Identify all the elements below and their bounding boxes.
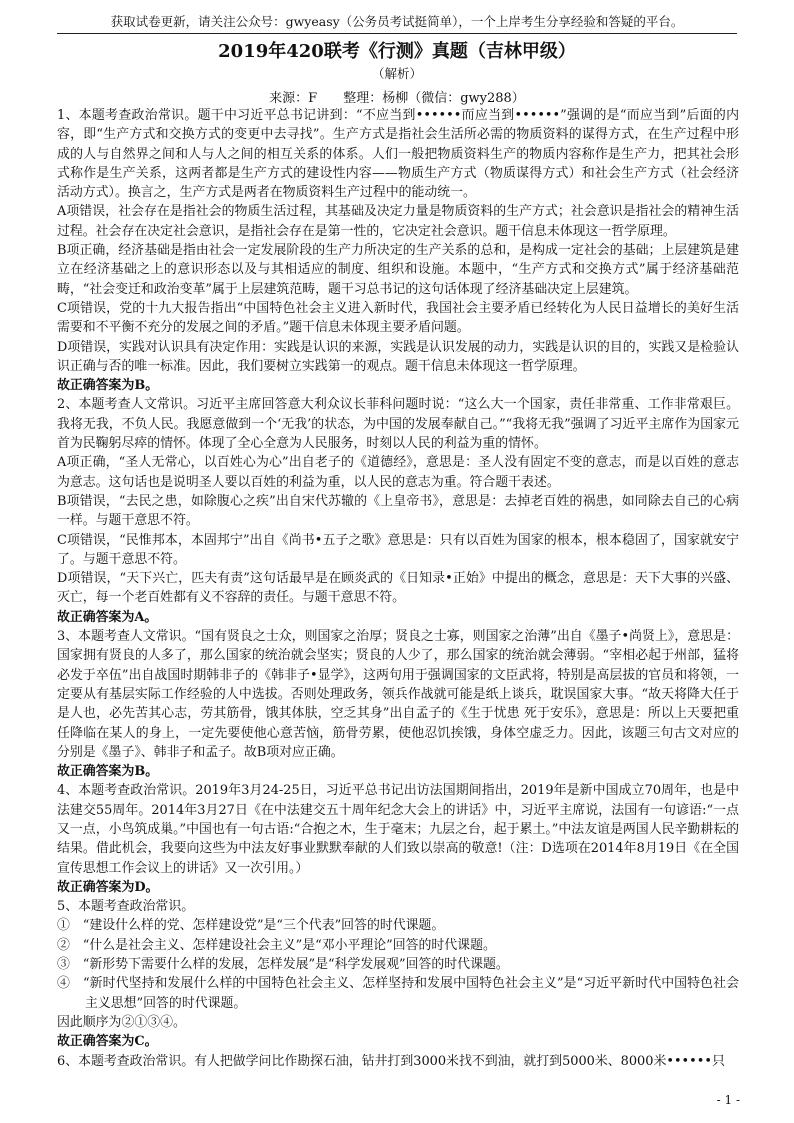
explanation-paragraph: C项错误，党的十九大报告指出“中国特色社会主义进入新时代，我国社会主要矛盾已经转化为人民日益增长的美好生活需要和不平衡不充分的发展之间的矛盾。”题干信息未体现主要矛盾问题。 <box>57 300 739 336</box>
explanation-paragraph: 5、本题考查政治常识。 <box>57 899 195 915</box>
explanation-paragraph: D项错误，实践对认识具有决定作用：实践是认识的来源，实践是认识发展的动力，实践是认识的目的，实践又是检验认识正确与否的唯一标准。因此，我们要树立实践第一的观点。题干信息未体现这一哲学原理。 <box>57 339 739 374</box>
document-subtitle: （解析） <box>371 66 422 81</box>
answer-line: 故正确答案为B。 <box>57 764 159 780</box>
document-body <box>57 106 739 1071</box>
answer-line: 故正确答案为A。 <box>57 609 158 625</box>
explanation-paragraph: D项错误，“天下兴亡，匹夫有责”这句话最早是在顾炎武的《日知录•正始》中提出的概念，意思是：天下大事的兴盛、灭亡，每一个老百姓都有义不容辞的责任。与题干意思不符。 <box>57 571 739 606</box>
enumerated-item: ② “什么是社会主义、怎样建设社会主义”是“邓小平理论”回答的时代课题。 <box>57 937 496 953</box>
answer-line: 故正确答案为D。 <box>57 879 159 895</box>
enumerated-item: ④ “新时代坚持和发展什么样的中国特色社会主义、怎样坚持和发展中国特色社会主义”是“习近平新时代中国特色社会主义思想”回答的时代课题。 <box>57 976 739 1011</box>
explanation-paragraph: 3、本题考查人文常识。“国有贤良之士众，则国家之治厚；贤良之士寡，则国家之治薄”出自《墨子•尚贤上》，意思是：国家拥有贤良的人多了，那么国家的统治就会坚实；贤良的人少了，那么国家的统治就会薄弱。“宰相必起于州部，猛将必发于卒伍”出自战国时期韩非子的《韩非子•显学》，这两句用于强调国家的文臣武将，特别是高层拔的官员和将领，一定要从有基层实际工作经验的人中选拔。否则处理政务，领兵作战就可能是纸上谈兵，耽误国家大事。“故天将降大任于是人也，必先苦其心志，劳其筋骨，饿其体肤，空乏其身”出自孟子的《生于忧患 死于安乐》，意思是：所以上天要把重任降临在某人的身上，一定先要使他心意苦恼，筋骨劳累，使他忍饥挨饿，身体空虚乏力。因此，该题三句古文对应的分别是《墨子》、韩非子和孟子。故B项对应正确。 <box>57 629 739 760</box>
enumerated-item: ① “建设什么样的党、怎样建设党”是“三个代表”回答的时代课题。 <box>57 918 445 934</box>
document-byline: 来源：F 整理：杨柳（微信：gwy288） <box>269 91 525 106</box>
explanation-paragraph: B项正确，经济基础是指由社会一定发展阶段的生产力所决定的生产关系的总和，是构成一定社会的基础；上层建筑是建立在经济基础之上的意识形态以及与其相适应的制度、组织和设施。本题中，“生产方式和交换方式”属于经济基础范畴，“社会变迁和政治变革”属于上层建筑范畴，题干习总书记的这句话体现了经济基础决定上层建筑。 <box>57 243 739 297</box>
explanation-paragraph: A项正确，“圣人无常心，以百姓心为心”出自老子的《道德经》，意思是：圣人没有固定不变的意志，而是以百姓的意志为意志。这句话也是说明圣人要以百姓的利益为重，以人民的意志为重。符合题干表述。 <box>57 455 739 490</box>
header-divider <box>57 33 737 34</box>
explanation-paragraph: 因此顺序为②①③④。 <box>57 1014 186 1030</box>
document-title: 2019年420联考《行测》真题（吉林甲级） <box>218 41 576 62</box>
explanation-paragraph: 6、本题考查政治常识。有人把做学问比作勘探石油，钻井打到3000米找不到油，就打到5000米、8000米••••••只 <box>57 1053 725 1069</box>
explanation-paragraph: A项错误，社会存在是指社会的物质生活过程，其基础及决定力量是物质资料的生产方式；社会意识是指社会的精神生活过程。社会存在决定社会意识，是指社会存在是第一性的，它决定社会意识。题干信息未体现这一哲学原理。 <box>57 204 739 239</box>
answer-line: 故正确答案为C。 <box>57 1034 158 1050</box>
enumerated-item: ③ “新形势下需要什么样的发展，怎样发展”是“科学发展观”回答的时代课题。 <box>57 957 509 973</box>
explanation-paragraph: 1、本题考查政治常识。题干中习近平总书记讲到：“不应当到••••••而应当到••••••”强调的是“而应当到”后面的内容，即“生产方式和交换方式的变更中去寻找”。生产方式是指社会生活所必需的物质资料的谋得方式，在生产过程中形成的人与自然界之间和人与人之间的相互关系的体系。人们一般把物质资料生产的物质内容称作是生产力，把其社会形式称作是生产关系，这两者都是生产方式的建设性内容——物质生产方式（物质谋得方式）和社会生产方式（社会经济活动方式）。换言之，生产方式是两者在物质资料生产过程中的能动统一。 <box>57 108 739 201</box>
explanation-paragraph: 4、本题考查政治常识。2019年3月24-25日，习近平总书记出访法国期间指出，2019年是新中国成立70周年，也是中法建交55周年。2014年3月27日《在中法建交五十周年纪念大会上的讲话》中，习近平主席说，法国有一句谚语:“一点又一点，小鸟筑成巢。”中国也有一句古语:“合抱之木，生于毫末；九层之台，起于累土。”中法友谊是两国人民辛勤耕耘的结果。借此机会，我要向这些为中法友好事业默默奉献的人们致以崇高的敬意!（注：D选项在2014年8月19日《在全国宣传思想工作会议上的讲话》又一次引用。） <box>57 783 739 876</box>
header-note: 获取试卷更新，请关注公众号：gwyeasy（公务员考试挺简单），一个上岸考生分享经验和答疑的平台。 <box>110 14 684 29</box>
explanation-paragraph: B项错误，“去民之患，如除腹心之疾”出自宋代苏辙的《上皇帝书》，意思是：去掉老百姓的祸患，如同除去自己的心病一样。与题干意思不符。 <box>57 493 739 529</box>
explanation-paragraph: C项错误，“民惟邦本，本固邦宁”出自《尚书•五子之歌》意思是：只有以百姓为国家的根本，根本稳固了，国家就安宁了。与题干意思不符。 <box>57 532 739 567</box>
page-number: - 1 - <box>716 1093 740 1107</box>
answer-line: 故正确答案为B。 <box>57 378 159 394</box>
explanation-paragraph: 2、本题考查人文常识。习近平主席回答意大利众议长菲科问题时说：“这么大一个国家，责任非常重、工作非常艰巨。我将无我，不负人民。我愿意做到一个‘无我’的状态，为中国的发展奉献自己。”“我将无我”强调了习近平主席作为国家元首为民鞠躬尽瘁的情怀。体现了全心全意为人民服务，时刻以人民的利益为重的情怀。 <box>57 397 739 452</box>
